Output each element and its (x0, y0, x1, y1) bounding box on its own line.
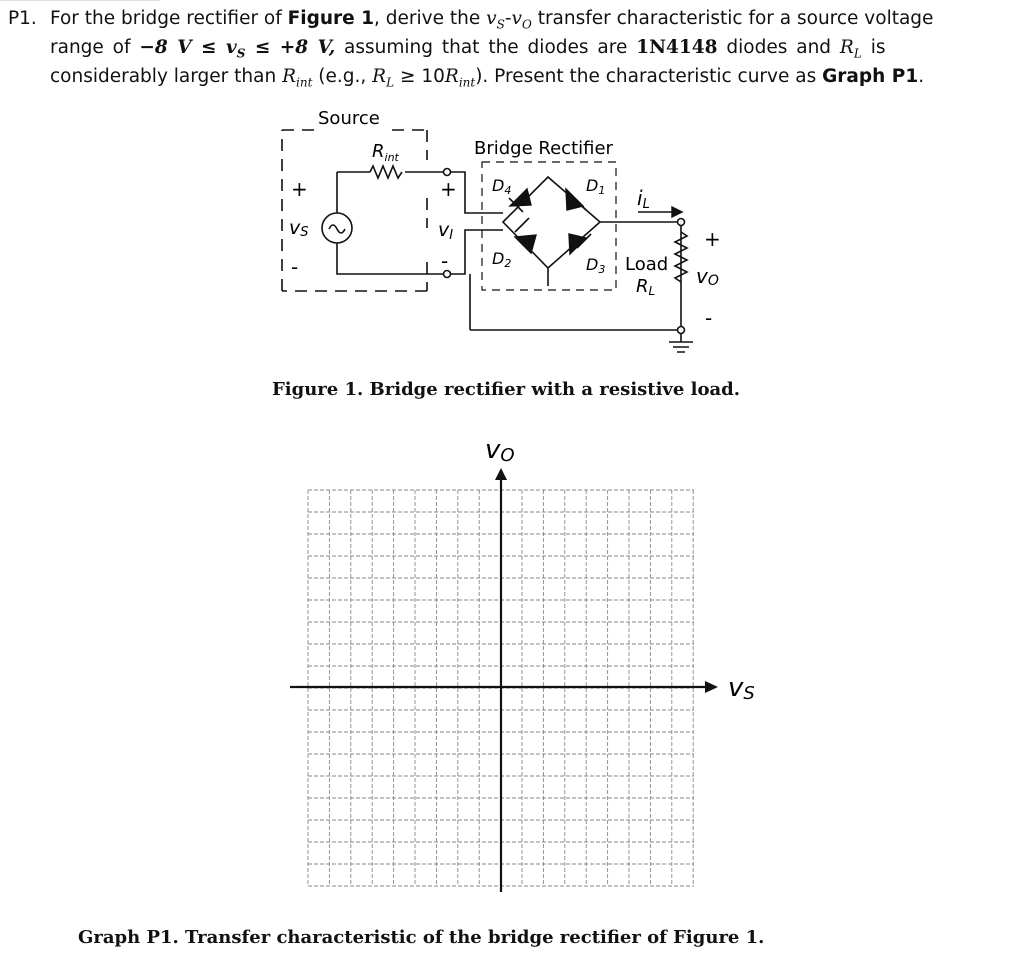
vo-plus: + (704, 227, 721, 251)
problem-number: P1. (8, 8, 37, 29)
text: - (504, 8, 512, 29)
rint-symbol: R (444, 66, 459, 87)
vi-minus: - (441, 249, 449, 273)
diode-part: 1N4148 (636, 37, 718, 58)
rint-sub: int (458, 75, 476, 90)
graph-caption: Graph P1. Transfer characteristic of the bridge rectifier of Figure 1. (78, 927, 765, 948)
vo-sub: O (521, 17, 532, 32)
rl-sub: L (853, 46, 862, 61)
text: ≥ 10 (394, 66, 445, 87)
text: ). Present the characteristic curve as (475, 66, 823, 87)
vi-plus: + (440, 177, 457, 201)
rint-label: $R_{int}$ (372, 141, 399, 164)
vs-sub: S (496, 17, 505, 32)
range-expr: −8 V ≤ v (139, 37, 237, 58)
diode-d3 (569, 234, 586, 254)
il-label: iL (637, 186, 650, 212)
source-plus: + (291, 177, 308, 201)
text: considerably larger than (50, 66, 283, 87)
ac-tilde (329, 225, 345, 233)
diode-d2 (515, 235, 536, 253)
il-arrow-head (672, 207, 682, 217)
vo-symbol: v (511, 8, 522, 29)
vi-label: vI (438, 219, 454, 243)
x-axis-label: vS (728, 673, 755, 704)
figure-ref: Figure 1 (287, 8, 375, 29)
rint-sub: int (296, 75, 313, 90)
load-resistor (675, 232, 687, 282)
vo-plus-terminal (678, 219, 685, 226)
figure-caption: Figure 1. Bridge rectifier with a resistive load. (272, 379, 740, 400)
d4-label: D4 (492, 176, 512, 197)
vo-minus-terminal (678, 327, 685, 334)
vs-label: vS (289, 217, 309, 240)
diode-d4 (510, 189, 531, 206)
text: range of (50, 37, 140, 58)
text: assuming that the diodes are (335, 37, 637, 58)
transfer-graph (0, 420, 1024, 920)
text: is (861, 37, 886, 58)
d2-label: D2 (492, 249, 512, 270)
rl-sub: L (386, 75, 395, 90)
text: For the bridge rectifier of (50, 8, 288, 29)
source-wire (337, 172, 447, 274)
source-box (282, 130, 427, 291)
range-expr-2: ≤ +8 V, (245, 37, 336, 58)
load-label: Load (625, 254, 669, 275)
source-minus: - (291, 255, 299, 279)
bridge-label: Bridge Rectifier (474, 138, 613, 159)
range-sub: S (236, 46, 246, 61)
text: . (918, 66, 925, 87)
x-axis-arrow (705, 681, 718, 693)
rl-symbol: R (839, 37, 854, 58)
vs-symbol: v (486, 8, 497, 29)
text: (e.g., (312, 66, 373, 87)
d1-label: D1 (586, 176, 606, 197)
text: transfer characteristic for a source voltage (531, 8, 934, 29)
rl-label: RL (636, 276, 656, 298)
vi-plus-terminal (444, 169, 451, 176)
rint-symbol: R (282, 66, 297, 87)
text: diodes and (717, 37, 840, 58)
rint-resistor (370, 166, 402, 178)
d3-label: D3 (586, 255, 606, 276)
source-label: Source (318, 108, 380, 129)
text: , derive the (374, 8, 487, 29)
vo-label: vO (696, 264, 719, 289)
y-axis-label: vO (485, 435, 515, 466)
y-axis-arrow (495, 468, 507, 480)
bridge-rectifier-circuit (0, 0, 1024, 400)
graph-ref: Graph P1 (822, 66, 919, 87)
rl-symbol: R (372, 66, 387, 87)
vo-minus: - (705, 306, 713, 330)
